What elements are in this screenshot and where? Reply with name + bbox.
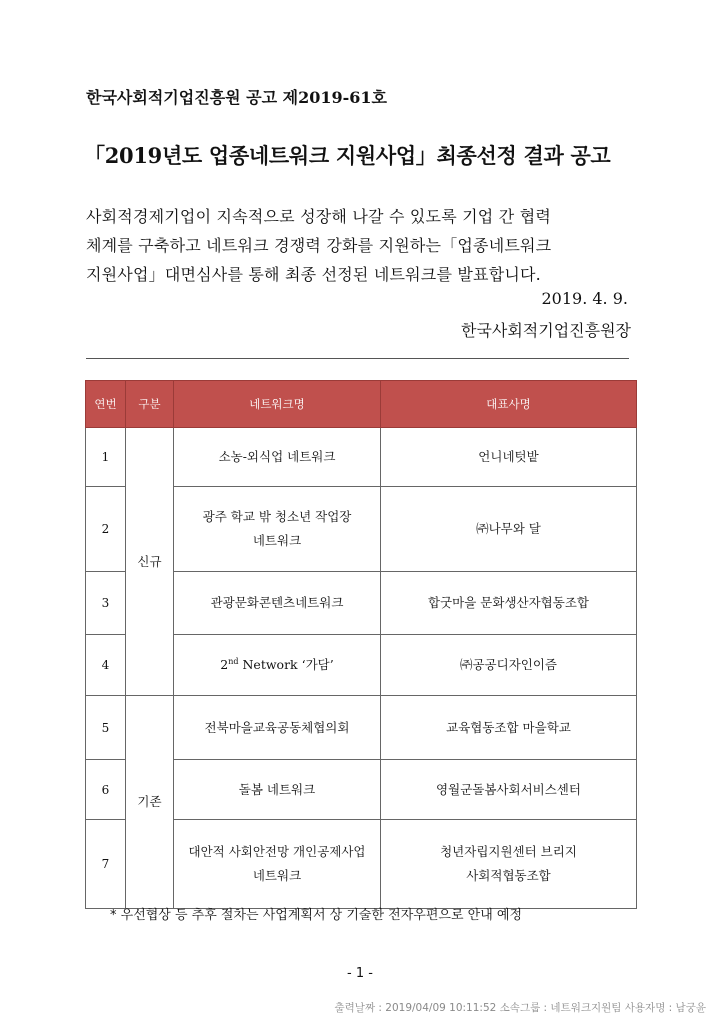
representative-name-line: 청년자립지원센터 브리지 bbox=[440, 844, 577, 859]
representative-name: ㈜나무와 달 bbox=[381, 487, 637, 572]
network-name: 전북마을교육공동체협의회 bbox=[174, 696, 381, 760]
representative-name: 교육협동조합 마을학교 bbox=[381, 696, 637, 760]
print-footer: 출력날짜 : 2019/04/09 10:11:52 소속그룹 : 네트워크지원팀 사용자명 : 남궁윤 bbox=[334, 1002, 706, 1014]
network-name bbox=[174, 487, 381, 572]
row-number: 6 bbox=[86, 760, 126, 820]
row-number: 7 bbox=[86, 820, 126, 909]
network-name-part: Network ‘가담’ bbox=[238, 657, 334, 672]
header-representative: 대표사명 bbox=[381, 381, 637, 428]
category-existing: 기존 bbox=[126, 696, 174, 909]
table-row bbox=[86, 428, 637, 487]
header-category: 구분 bbox=[126, 381, 174, 428]
results-table bbox=[85, 380, 637, 909]
network-name-line: 네트워크 bbox=[252, 533, 302, 548]
network-name: 소농-외식업 네트워크 bbox=[174, 428, 381, 487]
header-network: 네트워크명 bbox=[174, 381, 381, 428]
body-text bbox=[86, 202, 642, 289]
body-line: 체계를 구축하고 네트워크 경쟁력 강화를 지원하는「업종네트워크 bbox=[86, 236, 552, 255]
footnote: * 우선협상 등 추후 절차는 사업계획서 상 기술한 전자우편으로 안내 예정 bbox=[110, 908, 523, 923]
body-line: 지원사업」대면심사를 통해 최종 선정된 네트워크를 발표합니다. bbox=[86, 265, 541, 284]
network-name-line: 네트워크 bbox=[252, 868, 302, 883]
representative-name-line: 사회적협동조합 bbox=[466, 868, 551, 883]
network-name: 돌봄 네트워크 bbox=[174, 760, 381, 820]
page-number: - 1 - bbox=[347, 966, 373, 981]
row-number: 2 bbox=[86, 487, 126, 572]
representative-name: ㈜공공디자인이즘 bbox=[381, 635, 637, 696]
ordinal-suffix: nd bbox=[228, 656, 239, 666]
row-number: 3 bbox=[86, 572, 126, 635]
document-title: 「2019년도 업종네트워크 지원사업」최종선정 결과 공고 bbox=[84, 143, 611, 168]
body-line: 사회적경제기업이 지속적으로 성장해 나갈 수 있도록 기업 간 협력 bbox=[86, 207, 552, 226]
representative-name: 합굿마을 문화생산자협동조합 bbox=[381, 572, 637, 635]
row-number: 1 bbox=[86, 428, 126, 487]
representative-name: 영월군돌봄사회서비스센터 bbox=[381, 760, 637, 820]
table-row bbox=[86, 696, 637, 760]
row-number: 4 bbox=[86, 635, 126, 696]
network-name-line: 광주 학교 밖 청소년 작업장 bbox=[202, 509, 352, 524]
divider bbox=[86, 358, 629, 359]
representative-name: 언니네텃밭 bbox=[381, 428, 637, 487]
network-name-part: 2 bbox=[220, 657, 229, 672]
category-new: 신규 bbox=[126, 428, 174, 696]
table-header-row bbox=[86, 381, 637, 428]
network-name: 관광문화콘텐츠네트워크 bbox=[174, 572, 381, 635]
announcement-date: 2019. 4. 9. bbox=[541, 289, 628, 308]
header-no: 연번 bbox=[86, 381, 126, 428]
issuer: 한국사회적기업진흥원장 bbox=[460, 321, 631, 340]
row-number: 5 bbox=[86, 696, 126, 760]
notice-number: 한국사회적기업진흥원 공고 제2019-61호 bbox=[86, 88, 387, 107]
representative-name bbox=[381, 820, 637, 909]
network-name-line: 대안적 사회안전망 개인공제사업 bbox=[188, 844, 366, 859]
network-name bbox=[174, 635, 381, 696]
network-name bbox=[174, 820, 381, 909]
